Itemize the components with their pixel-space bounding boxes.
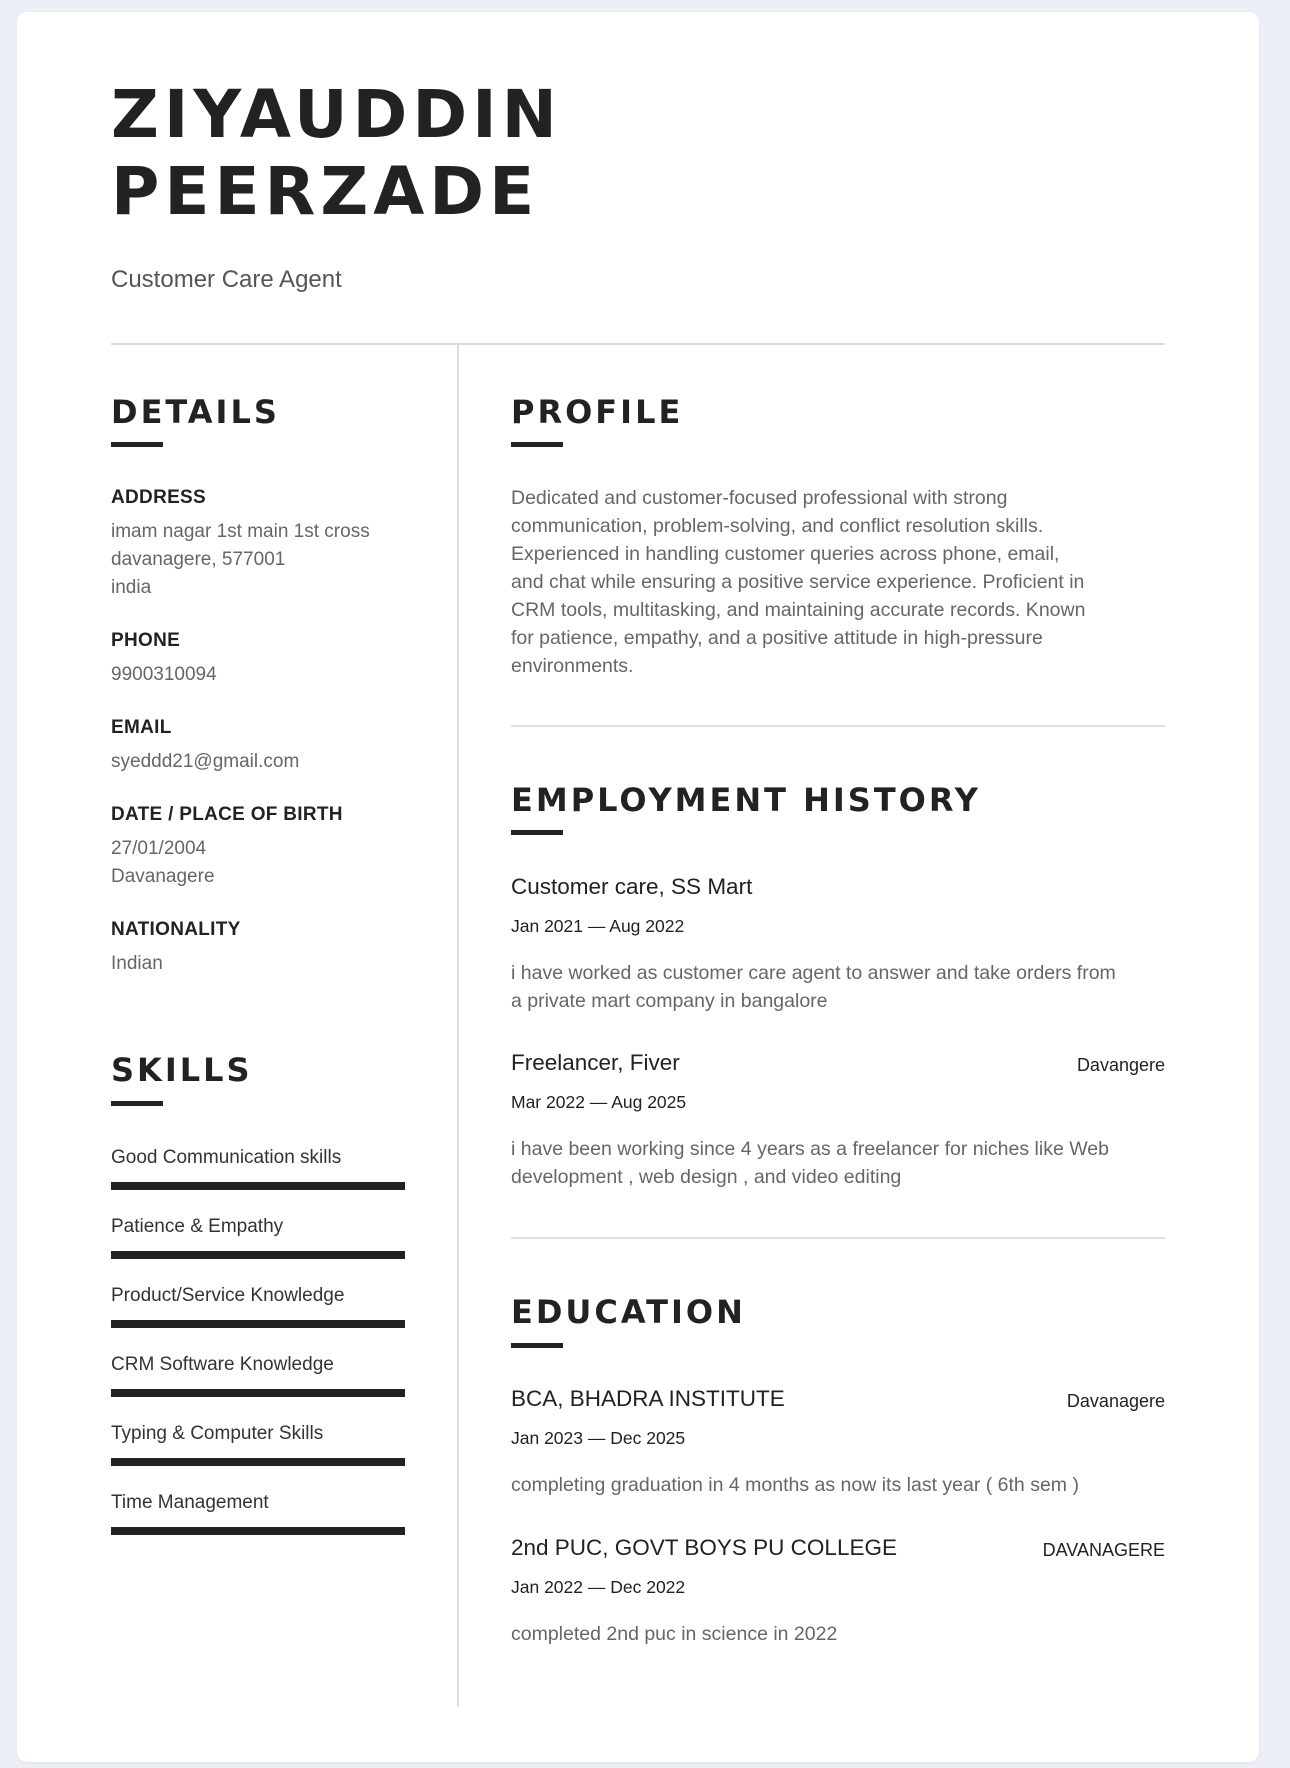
education-heading: EDUCATION: [511, 1293, 746, 1331]
details-heading-underline: [111, 442, 163, 447]
job-description: [511, 959, 1161, 1015]
address-line-1: imam nagar 1st main 1st cross: [111, 521, 370, 542]
skill-level-bar: [111, 1320, 405, 1328]
profile-divider: [511, 725, 1165, 727]
education-location: DAVANAGERE: [1042, 1540, 1165, 1560]
education-heading-underline: [511, 1343, 563, 1348]
phone-label: PHONE: [111, 630, 181, 651]
job-description-line: a private mart company in bangalore: [511, 990, 828, 1012]
profile-heading: PROFILE: [511, 393, 684, 431]
job-title: Customer Care Agent: [111, 266, 342, 293]
education-dates: Jan 2023 — Dec 2025: [511, 1428, 686, 1448]
details-heading: DETAILS: [111, 393, 280, 431]
birth-label: DATE / PLACE OF BIRTH: [111, 804, 343, 825]
skill-name: Time Management: [111, 1492, 269, 1513]
profile-heading-underline: [511, 442, 563, 447]
education-title: BCA, BHADRA INSTITUTE: [511, 1386, 785, 1411]
name-last: PEERZADE: [111, 153, 540, 230]
employment-divider: [511, 1237, 1165, 1239]
job-title-entry: Freelancer, Fiver: [511, 1050, 680, 1075]
education-dates: Jan 2022 — Dec 2022: [511, 1577, 686, 1597]
job-title-entry: Customer care, SS Mart: [511, 874, 753, 899]
profile-line: for patience, empathy, and a positive attitude in high-pressure: [511, 627, 1043, 649]
address-label: ADDRESS: [111, 487, 207, 508]
name-first: ZIYAUDDIN: [111, 76, 562, 153]
education-description: completed 2nd puc in science in 2022: [511, 1623, 838, 1645]
skill-level-bar: [111, 1389, 405, 1397]
profile-line: environments.: [511, 655, 634, 677]
skill-name: Typing & Computer Skills: [111, 1423, 324, 1444]
skill-level-bar: [111, 1182, 405, 1190]
profile-line: communication, problem-solving, and conflict resolution skills.: [511, 515, 1044, 537]
job-dates: Mar 2022 — Aug 2025: [511, 1092, 687, 1112]
profile-line: Experienced in handling customer queries across phone, email,: [511, 543, 1060, 565]
skills-heading: SKILLS: [111, 1051, 253, 1089]
nationality-value: Indian: [111, 953, 163, 974]
job-description-line: i have worked as customer care agent to answer and take orders from: [511, 962, 1116, 984]
job-description-line: development , web design , and video editing: [511, 1166, 902, 1188]
email-value: syeddd21@gmail.com: [111, 751, 300, 772]
education-description: completing graduation in 4 months as now its last year ( 6th sem ): [511, 1474, 1079, 1496]
skill-level-bar: [111, 1251, 405, 1259]
email-label: EMAIL: [111, 717, 172, 738]
profile-line: CRM tools, multitasking, and maintaining accurate records. Known: [511, 599, 1086, 621]
profile-line: Dedicated and customer-focused professional with strong: [511, 487, 1008, 509]
header-divider: [111, 343, 1165, 345]
address-line-3: india: [111, 577, 152, 598]
profile-summary: [511, 484, 1161, 680]
address-line-2: davanagere, 577001: [111, 549, 286, 570]
skill-name: Product/Service Knowledge: [111, 1285, 345, 1306]
employment-heading: EMPLOYMENT HISTORY: [511, 781, 981, 819]
education-location: Davanagere: [1066, 1391, 1165, 1411]
skill-level-bar: [111, 1458, 405, 1466]
birth-place: Davanagere: [111, 866, 215, 887]
job-description-line: i have been working since 4 years as a freelancer for niches like Web: [511, 1138, 1109, 1160]
phone-value: 9900310094: [111, 664, 217, 685]
skills-heading-underline: [111, 1101, 163, 1106]
candidate-name: [111, 76, 562, 230]
skill-name: Good Communication skills: [111, 1147, 342, 1168]
job-description: [511, 1135, 1161, 1191]
skill-level-bar: [111, 1527, 405, 1535]
profile-line: and chat while ensuring a positive service experience. Proficient in: [511, 571, 1085, 593]
nationality-label: NATIONALITY: [111, 919, 241, 940]
skill-name: CRM Software Knowledge: [111, 1354, 334, 1375]
job-location: Davangere: [1076, 1055, 1165, 1075]
education-title: 2nd PUC, GOVT BOYS PU COLLEGE: [511, 1535, 897, 1560]
skill-name: Patience & Empathy: [111, 1216, 284, 1237]
employment-heading-underline: [511, 830, 563, 835]
job-dates: Jan 2021 — Aug 2022: [511, 916, 685, 936]
birth-date: 27/01/2004: [111, 838, 207, 859]
column-divider: [457, 345, 459, 1707]
